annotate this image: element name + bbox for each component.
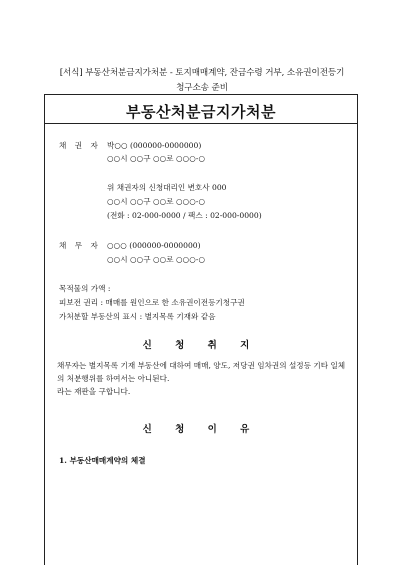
attorney-address: ○○시 ○○구 ○○로 ○○○-○: [107, 197, 206, 206]
purpose-text: 채무자는 별지목록 기재 부동산에 대하여 매매, 양도, 저당권 임차권의 설정등 기타 일체의 처분행위를 하여서는 아니된다.: [57, 361, 346, 383]
document-header: [44, 66, 360, 96]
attorney-contact: (전화 : 02-000-0000 / 팩스 : 02-000-0000): [107, 211, 262, 220]
debtor-name: ○○○ (000000-0000000): [107, 241, 201, 250]
protected-right-line: 피보전 권리 : 매매를 원인으로 한 소유권이전등기청구권: [59, 298, 245, 307]
debtor-address: ○○시 ○○구 ○○로 ○○○-○: [107, 255, 206, 264]
purpose-closing: 라는 재판을 구합니다.: [57, 387, 131, 396]
title-divider: [45, 123, 357, 124]
creditor-address: ○○시 ○○구 ○○로 ○○○-○: [107, 154, 206, 163]
header-line-1: [서식] 부동산처분금지가처분 - 토지매매계약, 잔금수령 거부, 소유권이전등기: [59, 68, 345, 78]
debtor-label: 채 무 자: [59, 241, 101, 250]
property-line: 가처분할 부동산의 표시 : 별지목록 기재와 같음: [59, 312, 216, 321]
document-form: [44, 94, 358, 565]
attorney-line: 위 채권자의 신청대리인 변호사 000: [107, 183, 227, 192]
purpose-heading: 신 청 취 지: [142, 340, 260, 351]
reason-subheading: 1. 부동산매매계약의 체결: [59, 456, 146, 465]
claim-value-line: 목적물의 가액 :: [59, 284, 111, 293]
document-title: 부동산처분금지가처분: [126, 103, 276, 121]
creditor-name: 박○○ (000000-0000000): [107, 141, 202, 150]
creditor-label: 채 권 자: [59, 141, 101, 150]
header-line-2: 청구소송 준비: [176, 83, 228, 93]
reason-heading: 신 청 이 유: [142, 424, 260, 435]
